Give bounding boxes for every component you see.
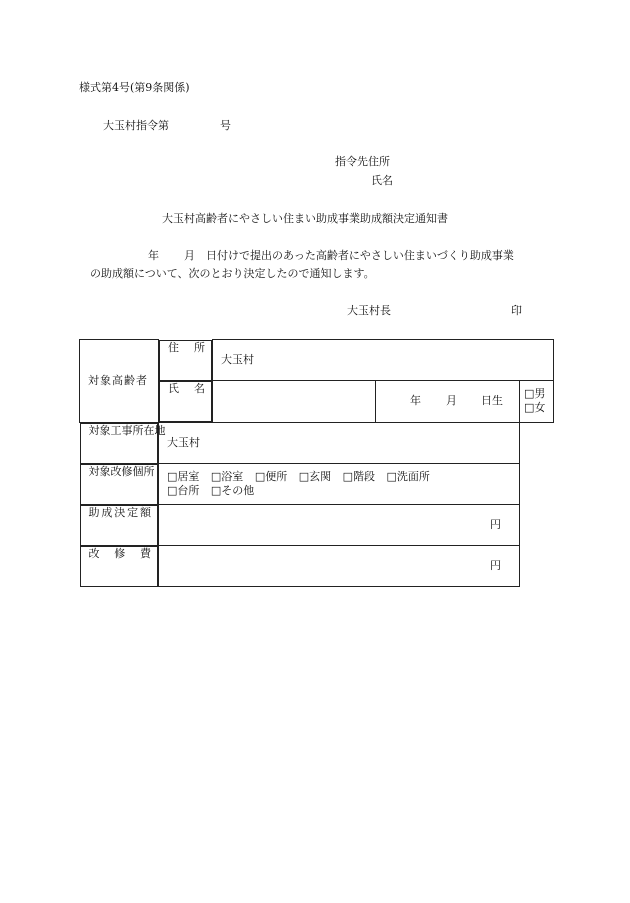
name-label: 氏 名 bbox=[159, 381, 212, 422]
place-living-room[interactable]: □居室 bbox=[167, 470, 200, 483]
birth-year: 年 bbox=[410, 394, 421, 408]
gender-options bbox=[520, 381, 554, 423]
document-number-prefix: 大玉村指令第 bbox=[103, 119, 169, 132]
addressee-address-label: 指令先住所 bbox=[335, 155, 390, 168]
address-label: 住 所 bbox=[159, 340, 212, 381]
body-line1: 日付けで提出のあった高齢者にやさしい住まいづくり助成事業 bbox=[206, 249, 514, 262]
document-number-suffix: 号 bbox=[220, 119, 231, 132]
grant-amount: 円 bbox=[159, 505, 520, 546]
place-toilet[interactable]: □便所 bbox=[254, 470, 288, 483]
place-washroom[interactable]: □洗面所 bbox=[386, 470, 430, 483]
cost-amount: 円 bbox=[159, 546, 520, 587]
form-number: 様式第4号(第9条関係) bbox=[79, 81, 190, 94]
name-value bbox=[213, 381, 376, 423]
place-bathroom[interactable]: □浴室 bbox=[210, 470, 244, 483]
place-entrance[interactable]: □玄関 bbox=[298, 470, 332, 483]
place-other[interactable]: □その他 bbox=[210, 484, 255, 497]
document-title: 大玉村高齢者にやさしい住まい助成事業助成額決定通知書 bbox=[162, 212, 448, 225]
elderly-label: 対象高齢者 bbox=[80, 340, 159, 423]
site-value: 大玉村 bbox=[159, 422, 520, 464]
birth-date bbox=[376, 381, 520, 423]
address-value: 大玉村 bbox=[213, 340, 554, 381]
places-options bbox=[159, 464, 520, 505]
seal-mark: 印 bbox=[511, 304, 522, 317]
place-stairs[interactable]: □階段 bbox=[342, 470, 376, 483]
grant-label: 助 成 決 定 額 bbox=[80, 505, 159, 546]
addressee-name-label: 氏名 bbox=[371, 174, 393, 187]
birth-month: 月 bbox=[446, 394, 457, 408]
body-month: 月 bbox=[184, 249, 195, 262]
site-label: 対 象 工 事 所 在 地 bbox=[80, 423, 159, 464]
body-line2: の助成額について、次のとおり決定したので通知します。 bbox=[90, 267, 375, 280]
gender-female[interactable]: □女 bbox=[524, 401, 546, 415]
body-year: 年 bbox=[148, 249, 159, 262]
birth-day: 日生 bbox=[481, 394, 503, 408]
place-kitchen[interactable]: □台所 bbox=[167, 484, 200, 497]
subsidy-table bbox=[79, 339, 554, 587]
places-label: 対 象 改 修 個 所 bbox=[80, 464, 159, 505]
gender-male[interactable]: □男 bbox=[524, 387, 546, 401]
issuer-title: 大玉村長 bbox=[347, 304, 391, 317]
cost-label: 改 修 費 bbox=[80, 546, 159, 587]
